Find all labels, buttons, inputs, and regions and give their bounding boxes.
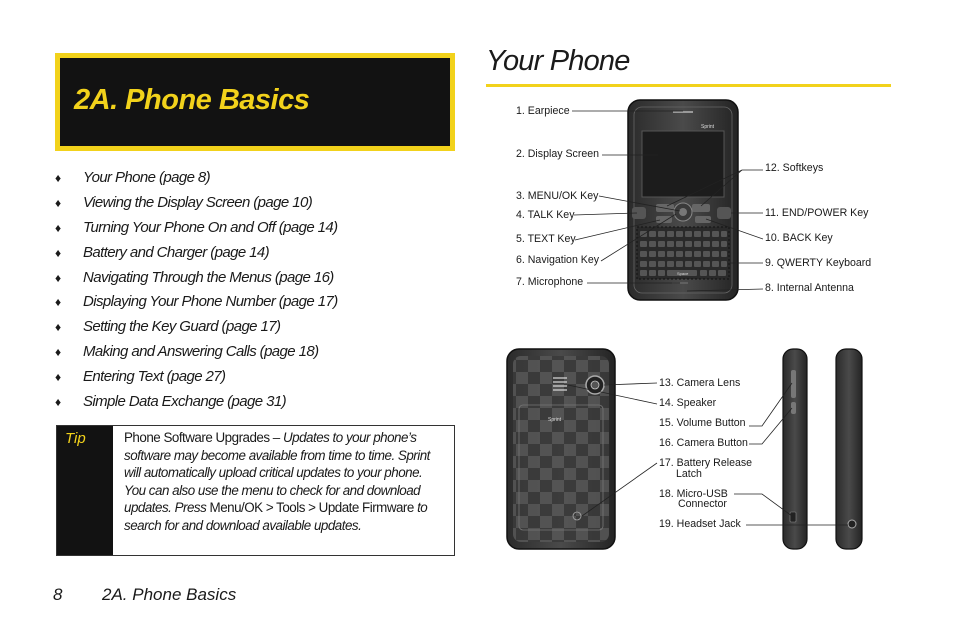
menu-ok-key bbox=[679, 208, 687, 216]
callout-softkeys: 12. Softkeys bbox=[765, 162, 824, 174]
callout-navigation-key: 6. Navigation Key bbox=[516, 254, 600, 266]
callout-talk-key: 4. TALK Key bbox=[516, 209, 575, 221]
diamond-bullet-icon: ♦ bbox=[55, 171, 61, 185]
diamond-bullet-icon: ♦ bbox=[55, 195, 61, 210]
toc-item-label: Making and Answering Calls (page 18) bbox=[83, 343, 319, 361]
callout-microphone: 7. Microphone bbox=[516, 276, 584, 288]
callout-end-power-key: 11. END/POWER Key bbox=[765, 207, 869, 219]
callout-text-key: 5. TEXT Key bbox=[516, 233, 576, 245]
headset-jack-icon bbox=[848, 520, 856, 528]
diamond-bullet-icon: ♦ bbox=[55, 295, 61, 310]
callout-back-key: 10. BACK Key bbox=[765, 232, 833, 244]
callout-earpiece: 1. Earpiece bbox=[516, 105, 570, 117]
toc-item-label: Battery and Charger (page 14) bbox=[83, 243, 270, 261]
sprint-logo-front: Sprint bbox=[701, 124, 715, 130]
tip-text-part1: – Updates to your phone’s software may become available from time to time. Sprint will automatically upload critical updates to your phone. You can also use the menu to check for and download updates. Press bbox=[124, 430, 430, 516]
right-softkey bbox=[692, 204, 710, 212]
diamond-bullet-icon: ♦ bbox=[55, 220, 61, 235]
page-number: 8 bbox=[53, 585, 63, 604]
diamond-bullet-icon: ♦ bbox=[55, 395, 61, 410]
toc-item-label: Viewing the Display Screen (page 10) bbox=[83, 193, 313, 211]
diamond-bullet-icon: ♦ bbox=[55, 245, 61, 260]
phone-side-right-illustration bbox=[836, 349, 862, 549]
chapter-title: 2A. Phone Basics bbox=[74, 84, 310, 116]
toc-item-label: Entering Text (page 27) bbox=[83, 368, 226, 386]
callout-display-screen: 2. Display Screen bbox=[516, 148, 600, 160]
tip-label: Tip bbox=[65, 430, 86, 447]
callout-menu-ok-key: 3. MENU/OK Key bbox=[516, 190, 599, 202]
callout-headset-jack: 19. Headset Jack bbox=[659, 518, 741, 530]
diamond-bullet-icon: ♦ bbox=[55, 370, 61, 385]
space-key-label: Space bbox=[677, 271, 689, 276]
phone-side-left-illustration bbox=[783, 349, 807, 549]
callout-camera-button: 16. Camera Button bbox=[659, 437, 748, 449]
phone-back-illustration bbox=[507, 349, 615, 549]
toc-item-label: Your Phone (page 8) bbox=[83, 169, 211, 186]
diamond-bullet-icon: ♦ bbox=[55, 320, 61, 335]
callout-speaker: 14. Speaker bbox=[659, 397, 717, 409]
callout-camera-lens: 13. Camera Lens bbox=[659, 377, 741, 389]
micro-usb-port-icon bbox=[790, 512, 796, 522]
toc-item-label: Turning Your Phone On and Off (page 14) bbox=[83, 218, 338, 236]
callout-internal-antenna: 8. Internal Antenna bbox=[765, 282, 854, 294]
tip-menu-path: Menu/OK > Tools > Update Firmware bbox=[209, 500, 414, 516]
callout-micro-usb-cont: Connector bbox=[678, 498, 727, 510]
callout-qwerty-keyboard: 9. QWERTY Keyboard bbox=[765, 257, 872, 269]
callout-battery-release-cont: Latch bbox=[676, 468, 702, 480]
diamond-bullet-icon: ♦ bbox=[55, 345, 61, 360]
callout-battery-release: 17. Battery Release bbox=[659, 457, 753, 469]
callout-micro-usb: 18. Micro-USB bbox=[659, 488, 728, 500]
display-screen bbox=[642, 131, 724, 197]
tip-heading: Phone Software Upgrades bbox=[124, 430, 270, 445]
section-title: Your Phone bbox=[486, 45, 630, 77]
toc-item-label: Simple Data Exchange (page 31) bbox=[83, 393, 286, 411]
callout-volume-button: 15. Volume Button bbox=[659, 417, 746, 429]
end-key bbox=[717, 207, 731, 219]
toc-item-label: Setting the Key Guard (page 17) bbox=[83, 318, 281, 336]
phone-front-illustration bbox=[628, 100, 738, 300]
diamond-bullet-icon: ♦ bbox=[55, 270, 61, 285]
tip-text-part2: to search for and download available updates. bbox=[124, 500, 428, 533]
footer-chapter-title: 2A. Phone Basics bbox=[102, 585, 237, 604]
toc-item-label: Displaying Your Phone Number (page 17) bbox=[83, 293, 338, 311]
sprint-logo-back: Sprint bbox=[548, 417, 562, 423]
toc-item-label: Navigating Through the Menus (page 16) bbox=[83, 268, 334, 286]
